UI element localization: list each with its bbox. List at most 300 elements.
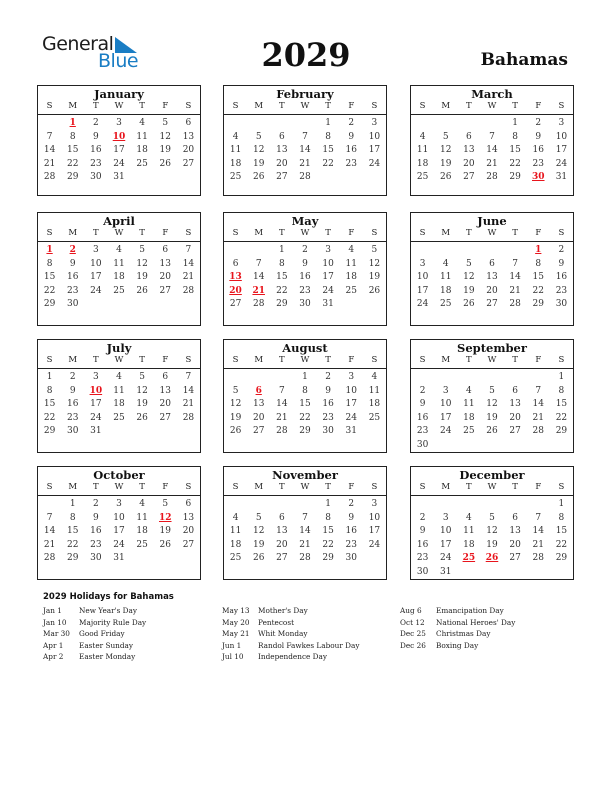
holiday-date: 1 — [69, 118, 76, 128]
day-cell: 4 — [442, 258, 449, 269]
weekday-label: T — [512, 228, 518, 238]
weekday-label: W — [487, 482, 497, 492]
day-cell: 8 — [512, 131, 518, 142]
weekday-label: T — [466, 482, 472, 492]
weekday-label: T — [466, 101, 472, 111]
day-cell: 3 — [116, 118, 122, 128]
day-cell: 21 — [276, 412, 288, 423]
day-cell: 30 — [555, 299, 568, 309]
holiday-item — [222, 641, 360, 653]
month-name: November — [272, 468, 338, 482]
weekday-label: S — [185, 228, 192, 238]
day-grid — [38, 496, 200, 565]
day-cell: 16 — [66, 399, 79, 409]
day-cell: 31 — [439, 566, 452, 577]
day-cell: 4 — [465, 385, 472, 396]
day-cell: 7 — [535, 512, 542, 523]
day-cell: 18 — [416, 158, 429, 169]
day-cell: 18 — [136, 526, 148, 536]
empty-cell — [457, 243, 480, 257]
day-cell: 24 — [90, 285, 102, 296]
day-cell: 5 — [489, 512, 495, 523]
day-cell: 15 — [66, 526, 79, 536]
weekday-label: W — [114, 228, 124, 238]
weekday-label: M — [68, 482, 78, 492]
day-cell: 5 — [139, 245, 145, 255]
day-grid — [38, 115, 200, 184]
month-name: January — [94, 87, 144, 101]
day-cell: 4 — [465, 512, 472, 523]
holiday-date-label: Oct 12 — [400, 617, 425, 627]
empty-cell — [457, 370, 480, 384]
day-cell: 20 — [182, 145, 195, 155]
holiday-name: Christmas Day — [436, 629, 491, 638]
month-name: February — [276, 87, 334, 101]
day-grid — [411, 242, 573, 311]
empty-cell — [480, 116, 503, 130]
weekday-label: S — [46, 101, 53, 111]
day-cell: 22 — [509, 158, 521, 169]
month-name: December — [459, 468, 525, 482]
day-cell: 25 — [368, 412, 381, 423]
holiday-name: Emancipation Day — [436, 606, 504, 615]
day-cell: 27 — [159, 412, 171, 423]
holiday-name: Good Friday — [79, 629, 125, 638]
day-cell: 25 — [345, 285, 357, 296]
weekday-label: M — [441, 101, 451, 111]
holiday-item — [400, 629, 515, 641]
holiday-date-label: Apr 1 — [43, 640, 64, 650]
holiday-name: Majority Rule Day — [79, 617, 147, 627]
day-cell: 3 — [371, 118, 378, 128]
weekday-label: M — [68, 228, 78, 238]
weekday-label: M — [68, 101, 78, 111]
day-cell: 7 — [489, 131, 495, 142]
day-cell: 29 — [555, 426, 568, 436]
day-cell: 2 — [348, 118, 355, 128]
day-cell: 2 — [558, 245, 565, 255]
empty-cell — [247, 497, 270, 511]
day-cell: 22 — [66, 158, 79, 169]
weekday-label: S — [371, 228, 378, 238]
weekday-label: S — [232, 355, 239, 365]
day-cell: 9 — [302, 258, 308, 269]
day-cell: 27 — [509, 426, 521, 436]
day-cell: 31 — [113, 172, 125, 182]
holiday-date: 12 — [159, 512, 172, 523]
weekday-label: S — [371, 355, 378, 365]
day-cell: 16 — [532, 145, 544, 155]
day-cell: 19 — [486, 412, 498, 423]
day-cell: 3 — [348, 372, 355, 382]
weekday-label: S — [185, 355, 192, 365]
day-cell: 12 — [486, 399, 498, 409]
weekday-label: W — [300, 228, 310, 238]
empty-cell — [411, 243, 434, 257]
day-cell: 14 — [43, 145, 56, 155]
weekday-label: M — [254, 228, 264, 238]
holiday-date-label: Dec 26 — [400, 640, 426, 650]
holiday-name: Whit Monday — [258, 629, 308, 638]
month-february — [223, 85, 387, 196]
empty-cell — [457, 497, 480, 511]
day-cell: 12 — [136, 385, 148, 396]
day-cell: 17 — [90, 272, 102, 282]
month-october — [37, 466, 201, 580]
day-cell: 6 — [232, 258, 239, 269]
holiday-name: Boxing Day — [436, 640, 479, 650]
day-cell: 17 — [345, 399, 357, 409]
month-name: June — [477, 214, 507, 228]
month-name: May — [291, 214, 319, 228]
day-cell: 19 — [136, 399, 148, 409]
day-cell: 23 — [532, 158, 544, 169]
day-cell: 28 — [252, 299, 265, 309]
day-cell: 1 — [558, 499, 565, 509]
day-cell: 28 — [182, 285, 195, 296]
day-cell: 4 — [116, 245, 122, 255]
weekday-label: W — [300, 355, 310, 365]
weekday-label: M — [441, 355, 451, 365]
day-cell: 10 — [90, 258, 102, 269]
day-cell: 5 — [139, 372, 145, 382]
day-cell: 12 — [252, 526, 265, 536]
day-cell: 26 — [439, 172, 452, 182]
day-cell: 21 — [509, 285, 521, 296]
day-grid — [411, 115, 573, 184]
day-cell: 25 — [113, 285, 125, 296]
weekday-header — [38, 100, 200, 115]
day-cell: 29 — [532, 299, 544, 309]
day-cell: 13 — [182, 512, 195, 523]
day-cell: 9 — [419, 526, 426, 536]
logo-text-general: General — [42, 33, 114, 55]
day-cell: 29 — [299, 426, 311, 436]
day-cell: 17 — [555, 145, 568, 155]
day-cell: 18 — [463, 539, 475, 550]
empty-cell — [504, 370, 527, 384]
day-cell: 4 — [419, 131, 426, 142]
weekday-label: M — [68, 355, 78, 365]
day-cell: 5 — [465, 258, 472, 269]
day-cell: 19 — [136, 272, 148, 282]
day-cell: 19 — [486, 539, 498, 550]
weekday-label: T — [139, 355, 145, 365]
weekday-label: F — [535, 482, 542, 492]
day-cell: 9 — [348, 512, 355, 523]
day-cell: 20 — [509, 539, 521, 550]
empty-cell — [411, 370, 434, 384]
weekday-label: T — [512, 482, 518, 492]
day-cell: 11 — [229, 526, 242, 536]
day-cell: 7 — [302, 512, 308, 523]
day-cell: 14 — [299, 526, 311, 536]
weekday-label: M — [254, 482, 264, 492]
day-grid — [411, 369, 573, 451]
day-cell: 20 — [486, 285, 498, 296]
weekday-label: T — [325, 228, 331, 238]
day-cell: 9 — [558, 258, 565, 269]
holiday-item — [43, 641, 146, 653]
day-cell: 17 — [113, 526, 125, 536]
day-cell: 16 — [416, 539, 429, 550]
day-grid — [38, 369, 200, 438]
day-cell: 31 — [322, 299, 334, 309]
empty-cell — [293, 116, 316, 130]
weekday-label: T — [279, 101, 285, 111]
month-name: September — [457, 341, 527, 355]
holiday-date: 6 — [255, 385, 262, 396]
day-cell: 24 — [555, 158, 568, 169]
day-cell: 3 — [442, 385, 449, 396]
day-cell: 4 — [371, 372, 378, 382]
weekday-header — [38, 354, 200, 369]
weekday-label: F — [162, 482, 169, 492]
day-cell: 4 — [139, 499, 145, 509]
day-cell: 25 — [463, 426, 475, 436]
day-cell: 20 — [159, 272, 171, 282]
weekday-label: F — [162, 355, 169, 365]
day-cell: 17 — [368, 526, 381, 536]
day-cell: 12 — [159, 131, 171, 142]
day-cell: 17 — [439, 412, 452, 423]
day-cell: 26 — [252, 172, 265, 182]
day-cell: 14 — [276, 399, 288, 409]
day-cell: 8 — [46, 385, 53, 396]
day-cell: 19 — [252, 539, 265, 550]
day-cell: 8 — [558, 385, 565, 396]
day-cell: 2 — [419, 512, 426, 523]
day-cell: 28 — [509, 299, 521, 309]
weekday-label: S — [558, 101, 565, 111]
weekday-label: M — [254, 355, 264, 365]
day-cell: 25 — [439, 299, 452, 309]
month-january — [37, 85, 201, 196]
day-cell: 28 — [276, 426, 288, 436]
day-cell: 19 — [368, 272, 381, 282]
holiday-date-label: Aug 6 — [400, 606, 422, 615]
month-july — [37, 339, 201, 453]
day-cell: 16 — [555, 272, 568, 282]
day-cell: 3 — [92, 245, 99, 255]
day-cell: 13 — [159, 258, 171, 269]
day-cell: 25 — [136, 539, 148, 550]
day-cell: 11 — [229, 145, 242, 155]
day-cell: 23 — [416, 553, 429, 563]
day-cell: 1 — [325, 499, 331, 509]
day-cell: 12 — [252, 145, 265, 155]
day-cell: 11 — [113, 258, 125, 269]
weekday-label: T — [139, 228, 145, 238]
weekday-label: F — [535, 101, 542, 111]
holiday-name: Randol Fawkes Labour Day — [258, 640, 360, 650]
day-cell: 15 — [43, 272, 56, 282]
weekday-label: W — [487, 101, 497, 111]
day-cell: 20 — [159, 399, 171, 409]
holiday-date: 1 — [46, 245, 53, 255]
day-cell: 14 — [486, 145, 498, 155]
day-cell: 8 — [278, 258, 285, 269]
day-cell: 21 — [43, 539, 56, 550]
month-name: July — [106, 341, 132, 355]
month-november — [223, 466, 387, 580]
day-cell: 15 — [532, 272, 544, 282]
day-cell: 8 — [558, 512, 565, 523]
holiday-item — [222, 652, 360, 664]
weekday-label: M — [441, 228, 451, 238]
empty-cell — [270, 497, 293, 511]
weekday-label: S — [558, 482, 565, 492]
day-cell: 27 — [182, 539, 195, 550]
day-cell: 3 — [92, 372, 99, 382]
day-cell: 14 — [509, 272, 521, 282]
day-cell: 11 — [439, 272, 452, 282]
holiday-item — [222, 606, 360, 618]
day-cell: 1 — [46, 372, 53, 382]
holiday-item — [400, 606, 515, 618]
holiday-item — [43, 629, 146, 641]
day-cell: 1 — [558, 372, 565, 382]
day-cell: 3 — [558, 118, 565, 128]
day-cell: 1 — [302, 372, 308, 382]
weekday-label: S — [46, 355, 53, 365]
day-cell: 4 — [116, 372, 122, 382]
day-cell: 24 — [439, 553, 452, 563]
weekday-label: T — [93, 101, 99, 111]
day-cell: 2 — [92, 499, 99, 509]
weekday-label: S — [232, 228, 239, 238]
empty-cell — [480, 370, 503, 384]
day-cell: 11 — [345, 258, 357, 269]
day-grid — [411, 496, 573, 578]
weekday-label: T — [279, 228, 285, 238]
holiday-date: 26 — [485, 553, 499, 563]
day-cell: 8 — [325, 512, 331, 523]
day-cell: 21 — [486, 158, 498, 169]
day-cell: 17 — [416, 285, 429, 296]
day-cell: 22 — [43, 412, 56, 423]
day-cell: 15 — [276, 272, 288, 282]
day-cell: 18 — [113, 272, 125, 282]
day-cell: 1 — [325, 118, 331, 128]
day-cell: 6 — [278, 131, 285, 142]
day-cell: 19 — [439, 158, 452, 169]
day-cell: 16 — [345, 145, 357, 155]
day-cell: 6 — [185, 499, 192, 509]
day-grid — [38, 242, 200, 311]
day-cell: 10 — [439, 399, 452, 409]
day-cell: 20 — [182, 526, 195, 536]
day-cell: 10 — [345, 385, 357, 396]
day-cell: 10 — [322, 258, 334, 269]
day-cell: 22 — [43, 285, 56, 296]
day-cell: 18 — [113, 399, 125, 409]
day-cell: 23 — [322, 412, 334, 423]
empty-cell — [527, 497, 550, 511]
weekday-label: T — [139, 482, 145, 492]
day-cell: 18 — [345, 272, 357, 282]
day-cell: 26 — [136, 412, 148, 423]
weekday-label: W — [487, 228, 497, 238]
holiday-name: Mother's Day — [258, 606, 308, 615]
holiday-date-label: Jun 1 — [222, 640, 242, 650]
month-april — [37, 212, 201, 326]
day-cell: 8 — [46, 258, 53, 269]
day-cell: 28 — [486, 172, 498, 182]
day-cell: 7 — [46, 131, 53, 142]
weekday-label: S — [419, 482, 426, 492]
day-cell: 8 — [69, 131, 76, 142]
day-cell: 3 — [325, 245, 331, 255]
empty-cell — [480, 497, 503, 511]
day-cell: 23 — [416, 426, 429, 436]
day-cell: 3 — [442, 512, 449, 523]
day-cell: 22 — [276, 285, 288, 296]
day-cell: 8 — [325, 131, 331, 142]
day-cell: 2 — [302, 245, 308, 255]
empty-cell — [434, 243, 457, 257]
day-cell: 18 — [463, 412, 475, 423]
holiday-date-label: Jan 10 — [43, 617, 67, 627]
day-cell: 24 — [416, 299, 429, 309]
holiday-date-label: May 13 — [222, 606, 250, 615]
day-cell: 29 — [66, 172, 79, 182]
day-cell: 29 — [66, 553, 79, 563]
day-cell: 17 — [439, 539, 452, 550]
day-cell: 15 — [299, 399, 311, 409]
day-cell: 19 — [159, 526, 171, 536]
day-cell: 15 — [555, 399, 568, 409]
weekday-label: F — [162, 228, 169, 238]
day-cell: 26 — [368, 285, 381, 296]
weekday-label: S — [46, 228, 53, 238]
weekday-label: S — [371, 101, 378, 111]
logo-text-blue: Blue — [98, 50, 139, 72]
weekday-header — [411, 481, 573, 496]
day-cell: 13 — [159, 385, 171, 396]
holiday-name: Independence Day — [258, 652, 327, 661]
day-cell: 6 — [162, 245, 169, 255]
empty-cell — [224, 370, 247, 384]
day-cell: 13 — [509, 399, 521, 409]
day-cell: 13 — [182, 131, 195, 142]
day-cell: 5 — [255, 512, 262, 523]
day-cell: 20 — [463, 158, 475, 169]
weekday-label: W — [114, 482, 124, 492]
day-cell: 22 — [555, 539, 568, 550]
day-cell: 22 — [322, 158, 334, 169]
day-cell: 3 — [419, 258, 426, 269]
weekday-label: S — [419, 355, 426, 365]
day-cell: 12 — [229, 399, 242, 409]
day-cell: 6 — [465, 131, 472, 142]
day-cell: 5 — [371, 245, 378, 255]
holiday-column — [43, 606, 146, 664]
holiday-date: 2 — [69, 245, 76, 255]
day-cell: 23 — [90, 158, 102, 169]
day-cell: 16 — [299, 272, 311, 282]
day-cell: 9 — [69, 258, 76, 269]
day-cell: 21 — [299, 539, 311, 550]
day-cell: 14 — [532, 399, 544, 409]
day-cell: 11 — [136, 131, 148, 142]
day-cell: 24 — [345, 412, 357, 423]
day-cell: 28 — [299, 553, 311, 563]
empty-cell — [293, 497, 316, 511]
day-cell: 15 — [509, 145, 521, 155]
weekday-label: T — [466, 355, 472, 365]
holiday-date-label: Apr 2 — [43, 652, 64, 661]
